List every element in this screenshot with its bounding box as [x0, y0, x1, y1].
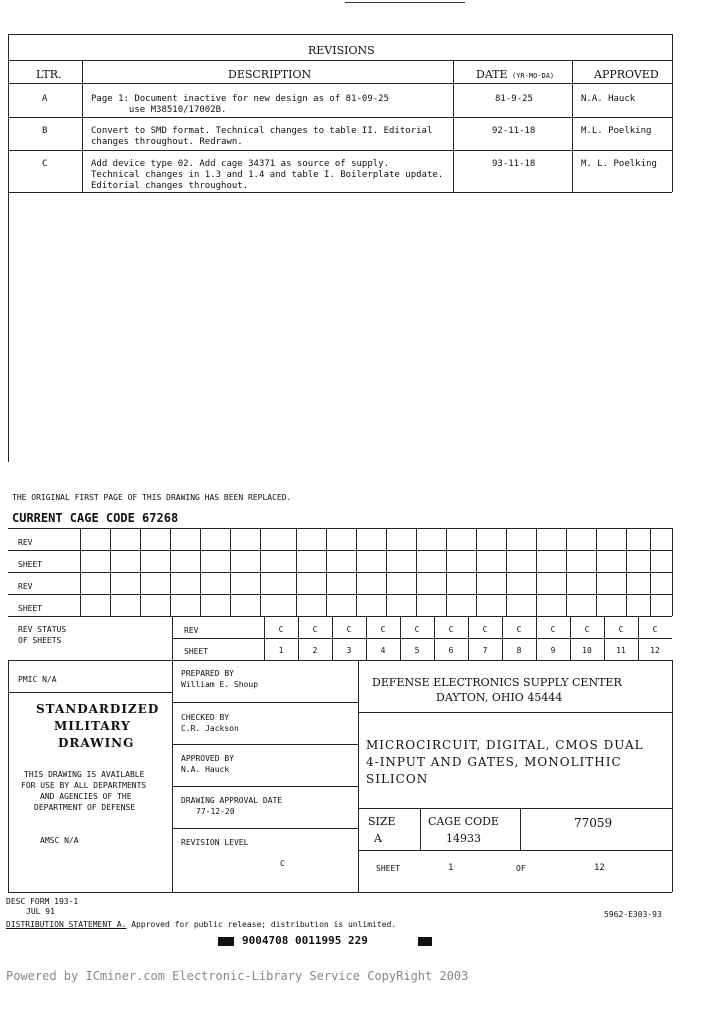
- barcode-block-right: [418, 937, 432, 946]
- approval-date: 77-12-20: [196, 807, 235, 816]
- title-line-3: SILICON: [366, 772, 429, 786]
- cage-code-label: CAGE CODE: [428, 815, 499, 828]
- form-number: DESC FORM 193-1: [6, 897, 79, 906]
- rev-status-rev-cell: C: [482, 625, 488, 634]
- title-line-1: MICROCIRCUIT, DIGITAL, CMOS DUAL: [366, 738, 644, 752]
- agency-line-1: DEFENSE ELECTRONICS SUPPLY CENTER: [372, 676, 622, 689]
- rev-status-rev-label: REV: [184, 626, 199, 635]
- rev-c-ltr: C: [42, 159, 48, 169]
- rev-status-sheet-cell: 4: [380, 646, 386, 655]
- smd-avail-4: DEPARTMENT OF DEFENSE: [34, 803, 136, 812]
- rev-status-rev-cell: C: [278, 625, 284, 634]
- barcode-block-left: [218, 937, 234, 946]
- rev-c-date: 93-11-18: [492, 159, 536, 169]
- prepared-label: PREPARED BY: [181, 669, 234, 678]
- rev-c-approved: M. L. Poelking: [581, 159, 657, 169]
- size-label: SIZE: [368, 815, 396, 828]
- rev-status-rev-cell: C: [584, 625, 590, 634]
- rev-status-label-1: REV STATUS: [18, 625, 67, 634]
- continuation-grid: [8, 528, 672, 616]
- title-line-2: 4-INPUT AND GATES, MONOLITHIC: [366, 755, 622, 769]
- form-date: JUL 91: [26, 907, 55, 916]
- grid-row-label: SHEET: [18, 604, 43, 613]
- rev-status-sheet-cell: 8: [516, 646, 522, 655]
- rev-b-desc-2: changes throughout. Redrawn.: [91, 137, 243, 147]
- rev-a-approved: N.A. Hauck: [581, 94, 636, 104]
- sheet-of-label: OF: [516, 864, 526, 873]
- rev-c-desc-1: Add device type 02. Add cage 34371 as source of supply.: [91, 159, 390, 169]
- smd-avail-1: THIS DRAWING IS AVAILABLE: [24, 770, 145, 779]
- checked-name: C.R. Jackson: [181, 724, 239, 733]
- col-description: DESCRIPTION: [228, 68, 312, 81]
- approved-label: APPROVED BY: [181, 754, 234, 763]
- sheet-label: SHEET: [376, 864, 401, 873]
- rev-status-sheet-cell: 11: [616, 646, 626, 655]
- checked-label: CHECKED BY: [181, 713, 230, 722]
- rev-b-ltr: B: [42, 126, 48, 136]
- rev-status-sheet-cell: 10: [582, 646, 592, 655]
- rev-b-desc-1: Convert to SMD format. Technical changes to table II. Editorial: [91, 126, 433, 136]
- amsc: AMSC N/A: [40, 836, 79, 845]
- rev-status-rev-cell: C: [618, 625, 624, 634]
- prepared-name: William E. Shoup: [181, 680, 259, 689]
- sheet-value: 1: [448, 863, 454, 873]
- smd-avail-2: FOR USE BY ALL DEPARTMENTS: [21, 781, 147, 790]
- distribution-statement: [6, 919, 396, 930]
- rev-status-rev-cell: C: [652, 625, 658, 634]
- rev-status-sheet-cell: 12: [650, 646, 660, 655]
- revision-level: C: [280, 859, 285, 868]
- rev-c-desc-3: Editorial changes throughout.: [91, 181, 249, 191]
- rev-status-rev-cell: C: [448, 625, 454, 634]
- drawing-number: 77059: [574, 816, 613, 830]
- rev-b-approved: M.L. Poelking: [581, 126, 652, 136]
- rev-a-desc-2: use M38510/17002B.: [91, 105, 227, 115]
- rev-status-grid: [264, 616, 672, 660]
- rev-status-sheet-cell: 7: [482, 646, 488, 655]
- grid-row-label: SHEET: [18, 560, 43, 569]
- rev-status-sheet-cell: 1: [278, 646, 284, 655]
- rev-a-date: 81-9-25: [495, 94, 533, 104]
- agency-line-2: DAYTON, OHIO 45444: [436, 691, 563, 704]
- rev-status-label-2: OF SHEETS: [18, 636, 62, 645]
- rev-status-sheet-cell: 6: [448, 646, 454, 655]
- sheet-of-value: 12: [594, 863, 605, 873]
- smd-avail-3: AND AGENCIES OF THE: [40, 792, 132, 801]
- barcode-text: 9004708 0011995 229: [242, 934, 368, 947]
- frame-left: [8, 34, 9, 462]
- rev-status-sheet-cell: 2: [312, 646, 318, 655]
- approved-name: N.A. Hauck: [181, 765, 230, 774]
- size-value: A: [374, 832, 382, 845]
- footer-text: Powered by ICminer.com Electronic-Library Service CopyRight 2003: [6, 969, 469, 983]
- top-edge-mark: [345, 2, 465, 3]
- revisions-title: REVISIONS: [308, 44, 375, 57]
- col-date-format: (YR-MO-DA): [512, 72, 555, 80]
- distribution-text: Approved for public release; distribution is unlimited.: [126, 920, 397, 929]
- replaced-note: THE ORIGINAL FIRST PAGE OF THIS DRAWING HAS BEEN REPLACED.: [12, 493, 292, 502]
- col-approved: APPROVED: [594, 68, 659, 81]
- rev-status-rev-cell: C: [346, 625, 352, 634]
- rev-status-sheet-cell: 5: [414, 646, 420, 655]
- rev-status-rev-cell: C: [312, 625, 318, 634]
- rev-b-date: 92-11-18: [492, 126, 536, 136]
- rev-status-rev-cell: C: [380, 625, 386, 634]
- smd-title-1: STANDARDIZED: [36, 702, 160, 716]
- rev-status-sheet-cell: 9: [550, 646, 556, 655]
- frame-top: [8, 34, 672, 35]
- smd-title-3: DRAWING: [58, 736, 135, 750]
- distribution-label: DISTRIBUTION STATEMENT A.: [6, 920, 127, 929]
- frame-right: [672, 34, 673, 192]
- current-cage-code: CURRENT CAGE CODE 67268: [12, 511, 179, 525]
- rev-a-desc-1: Page 1: Document inactive for new design as of 81-09-25: [91, 94, 390, 104]
- rev-status-sheet-cell: 3: [346, 646, 352, 655]
- pmic: PMIC N/A: [18, 675, 57, 684]
- grid-row-label: REV: [18, 582, 33, 591]
- cage-code-value: 14933: [446, 832, 481, 845]
- rev-status-rev-cell: C: [414, 625, 420, 634]
- approval-date-label: DRAWING APPROVAL DATE: [181, 796, 283, 805]
- rev-status-rev-cell: C: [550, 625, 556, 634]
- smd-title-2: MILITARY: [54, 719, 131, 733]
- revision-level-label: REVISION LEVEL: [181, 838, 249, 847]
- rev-a-ltr: A: [42, 94, 48, 104]
- col-ltr: LTR.: [36, 68, 62, 81]
- grid-row-label: REV: [18, 538, 33, 547]
- col-date: DATE: [476, 68, 508, 81]
- rev-status-sheet-label: SHEET: [184, 647, 209, 656]
- rev-c-desc-2: Technical changes in 1.3 and 1.4 and table I. Boilerplate update.: [91, 170, 444, 180]
- rev-status-rev-cell: C: [516, 625, 522, 634]
- document-number: 5962-E303-93: [604, 910, 662, 919]
